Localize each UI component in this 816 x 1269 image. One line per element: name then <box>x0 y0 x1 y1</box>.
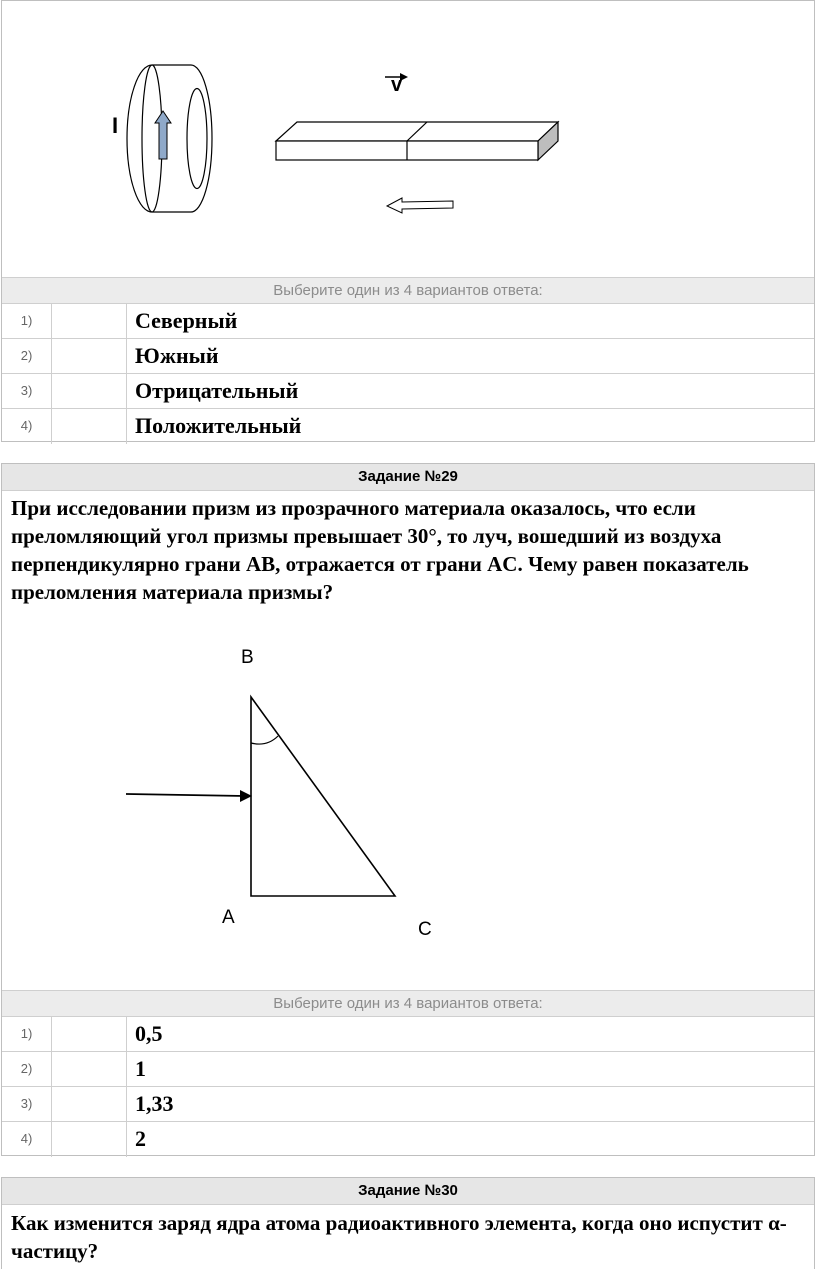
option-number: 2) <box>2 1052 52 1086</box>
option-number: 4) <box>2 1122 52 1157</box>
option-text: Отрицательный <box>135 378 299 403</box>
answer-prompt: Выберите один из 4 вариантов ответа: <box>2 277 814 304</box>
option-select-cell[interactable] <box>52 374 127 408</box>
question-title: Задание №29 <box>2 464 814 491</box>
option-number: 1) <box>2 304 52 338</box>
prism-triangle <box>251 697 395 896</box>
option-text: Южный <box>135 343 219 368</box>
vertex-label-c: C <box>418 919 432 940</box>
option-text: 2 <box>135 1126 146 1151</box>
option-number: 4) <box>2 409 52 444</box>
current-label: I <box>112 113 119 138</box>
answer-option[interactable] <box>2 1052 814 1087</box>
option-text: 1,33 <box>135 1091 174 1116</box>
option-number: 1) <box>2 1017 52 1051</box>
motion-arrow-icon <box>387 198 453 213</box>
answer-option[interactable] <box>2 1122 814 1157</box>
option-text: Северный <box>135 308 238 333</box>
option-text: Положительный <box>135 413 302 438</box>
coil-drawing <box>127 65 212 212</box>
answer-option[interactable] <box>2 1087 814 1122</box>
incident-ray-icon <box>126 790 252 802</box>
option-number: 3) <box>2 374 52 408</box>
question-text: При исследовании призм из прозрачного материала оказалось, что если преломляющий угол призмы превышает 30°, то луч, вошедший из воздуха перпендикулярно грани AB, отражается от грани AC. Чему равен показатель преломления материала призмы? <box>11 496 749 604</box>
option-select-cell[interactable] <box>52 1122 127 1157</box>
question-29-block <box>1 463 815 1156</box>
option-text: 0,5 <box>135 1021 163 1046</box>
question-28-block <box>1 0 815 442</box>
question-text: Как изменится заряд ядра атома радиоактивного элемента, когда оно испустит α-частицу? <box>11 1211 787 1263</box>
answer-option[interactable] <box>2 304 814 339</box>
coil-magnet-figure <box>2 1 814 276</box>
question-title: Задание №30 <box>2 1178 814 1205</box>
prism-figure <box>2 464 814 984</box>
answer-option[interactable] <box>2 374 814 409</box>
answer-prompt: Выберите один из 4 вариантов ответа: <box>2 990 814 1017</box>
option-select-cell[interactable] <box>52 1017 127 1051</box>
option-select-cell[interactable] <box>52 339 127 373</box>
option-select-cell[interactable] <box>52 409 127 444</box>
option-number: 3) <box>2 1087 52 1121</box>
option-text: 1 <box>135 1056 146 1081</box>
answer-option[interactable] <box>2 409 814 444</box>
vertex-label-a: A <box>222 907 235 928</box>
magnet-bar <box>276 122 558 160</box>
question-30-block <box>1 1177 815 1269</box>
option-select-cell[interactable] <box>52 1087 127 1121</box>
answer-option[interactable] <box>2 1017 814 1052</box>
option-select-cell[interactable] <box>52 304 127 338</box>
option-select-cell[interactable] <box>52 1052 127 1086</box>
answer-option[interactable] <box>2 339 814 374</box>
vertex-label-b: B <box>241 647 254 668</box>
option-number: 2) <box>2 339 52 373</box>
velocity-label: v <box>391 74 403 96</box>
